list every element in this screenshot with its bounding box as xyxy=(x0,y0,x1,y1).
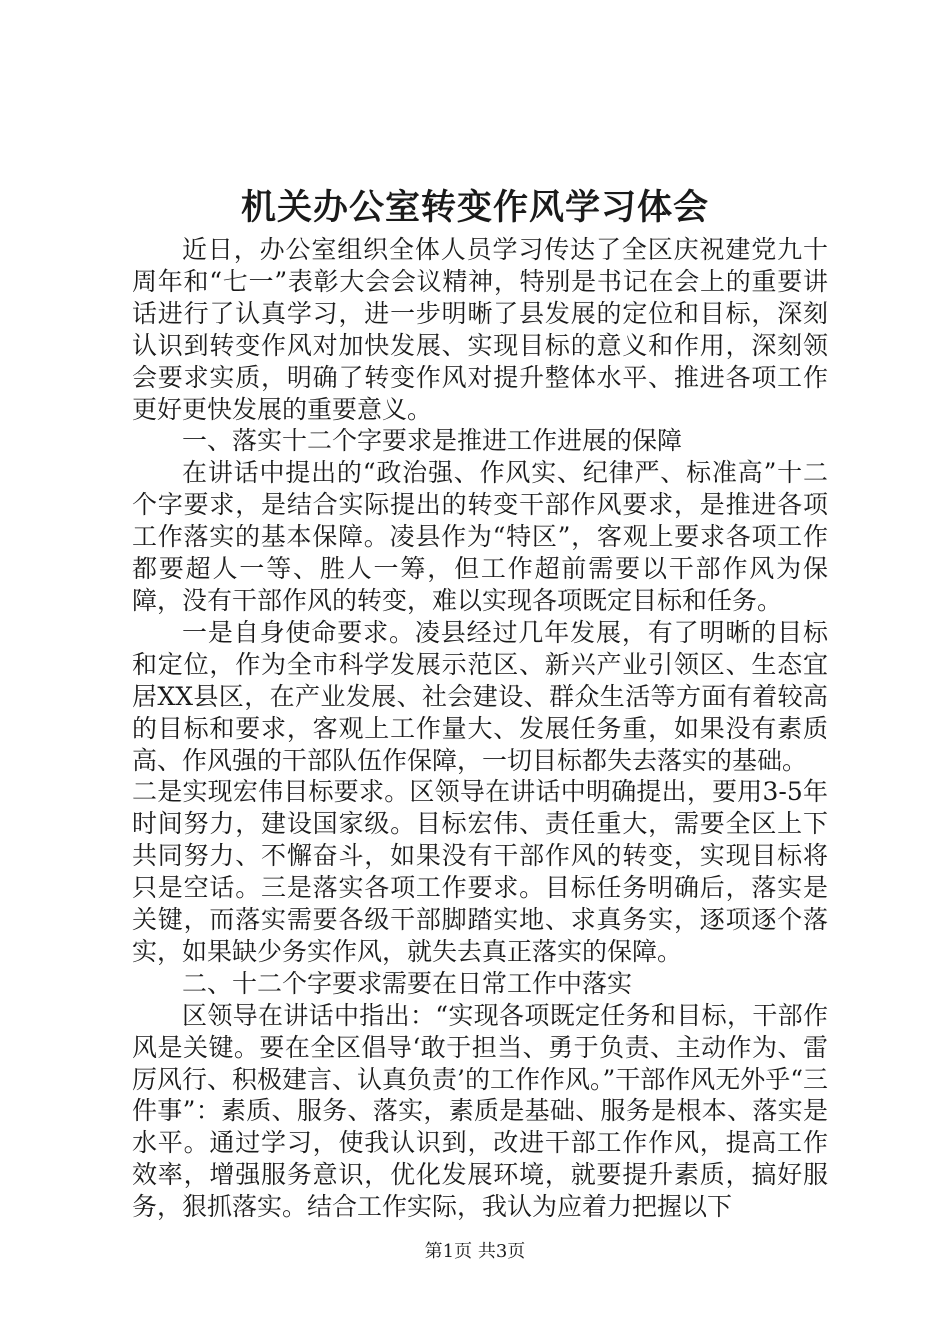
document-body xyxy=(132,234,828,1223)
paragraph-intro: 近日，办公室组织全体人员学习传达了全区庆祝建党九十周年和“七一”表彰大会会议精神，特别是书记在会上的重要讲话进行了认真学习，进一步明晰了县发展的定位和目标，深刻认识到转变作风对加快发展、实现目标的意义和作用，深刻领会要求实质，明确了转变作风对提升整体水平、推进各项工作更好更快发展的重要意义。 xyxy=(132,235,828,424)
page-footer: 第1页 共3页 xyxy=(424,1241,526,1262)
section-heading-1: 一、落实十二个字要求是推进工作进展的保障 xyxy=(182,426,683,456)
paragraph-point-2-3: 二是实现宏伟目标要求。区领导在讲话中明确提出，要用3-5年时间努力，建设国家级。目标宏伟、责任重大，需要全区上下共同努力、不懈奋斗，如果没有干部作风的转变，实现目标将只是空话。三是落实各项工作要求。目标任务明确后，落实是关键，而落实需要各级干部脚踏实地、求真务实，逐项逐个落实，如果缺少务实作风，就失去真正落实的保障。 xyxy=(132,777,828,966)
paragraph-section-1: 在讲话中提出的“政治强、作风实、纪律严、标准高”十二个字要求，是结合实际提出的转变干部作风要求，是推进各项工作落实的基本保障。凌县作为“特区”，客观上要求各项工作都要超人一等、胜人一筹，但工作超前需要以干部作风为保障，没有干部作风的转变，难以实现各项既定目标和任务。 xyxy=(132,458,828,615)
paragraph-section-2: 区领导在讲话中指出：“实现各项既定任务和目标，干部作风是关键。要在全区倡导‘敢于担当、勇于负责、主动作为、雷厉风行、积极建言、认真负责’的工作作风。”干部作风无外乎“三件事”：素质、服务、落实，素质是基础、服务是根本、落实是水平。通过学习，使我认识到，改进干部工作作风，提高工作效率，增强服务意识，优化发展环境，就要提升素质，搞好服务，狠抓落实。结合工作实际，我认为应着力把握以下 xyxy=(132,1000,829,1222)
paragraph-point-1: 一是自身使命要求。凌县经过几年发展，有了明晰的目标和定位，作为全市科学发展示范区、新兴产业引领区、生态宜居XX县区，在产业发展、社会建设、群众生活等方面有着较高的目标和要求，客观上工作量大、发展任务重，如果没有素质高、作风强的干部队伍作保障，一切目标都失去落实的基础。 xyxy=(132,617,828,775)
section-heading-2: 二、十二个字要求需要在日常工作中落实 xyxy=(182,968,633,998)
page-title: 机关办公室转变作风学习体会 xyxy=(240,187,709,228)
